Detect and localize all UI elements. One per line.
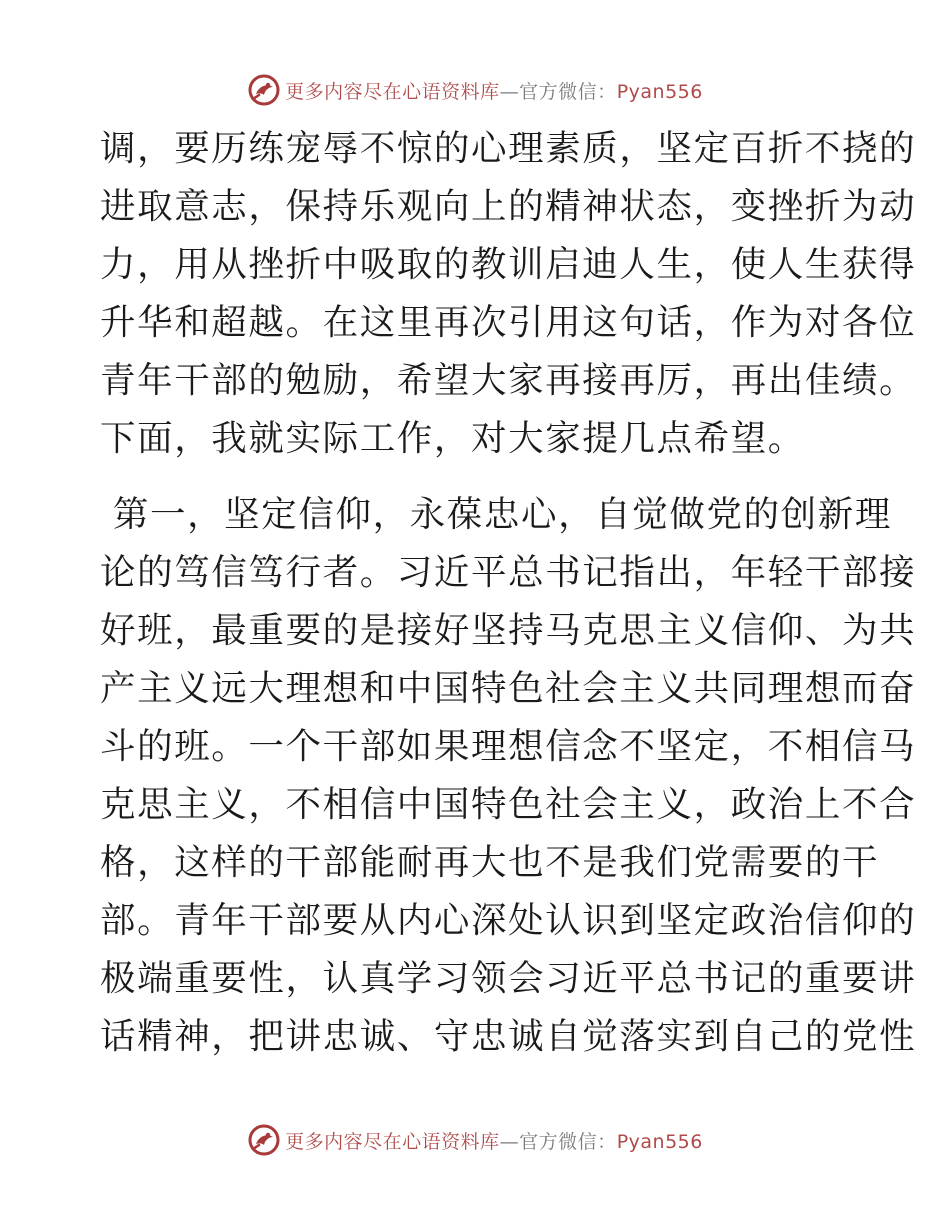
watermark-site-text: 更多内容尽在心语资料库	[285, 1130, 500, 1153]
text-line: 部。青年干部要从内心深处认识到坚定政治信仰的	[100, 900, 917, 941]
text-line: 好班，最重要的是接好坚持马克思主义信仰、为共	[100, 610, 917, 651]
watermark-text	[285, 1127, 703, 1154]
dragon-seal-logo-icon	[247, 1123, 281, 1157]
footer-watermark	[0, 1120, 950, 1160]
text-line: 论的笃信笃行者。习近平总书记指出，年轻干部接	[100, 552, 917, 593]
text-line: 格，这样的干部能耐再大也不是我们党需要的干	[100, 842, 880, 883]
header-watermark	[0, 70, 950, 110]
watermark-wechat-label: 官方微信：	[519, 80, 617, 103]
watermark-wechat-label: 官方微信：	[519, 1130, 617, 1153]
watermark-wechat-handle: Pyan556	[616, 1130, 703, 1153]
text-line: 产主义远大理想和中国特色社会主义共同理想而奋	[100, 668, 917, 709]
text-line: 下面，我就实际工作，对大家提几点希望。	[100, 418, 805, 459]
text-line: 升华和超越。在这里再次引用这句话，作为对各位	[100, 302, 917, 343]
dragon-seal-logo-icon	[247, 73, 281, 107]
paragraph-1	[100, 120, 917, 468]
text-line: 青年干部的勉励，希望大家再接再厉，再出佳绩。	[100, 360, 917, 401]
text-line: 进取意志，保持乐观向上的精神状态，变挫折为动	[100, 186, 917, 227]
watermark-text	[285, 77, 703, 104]
text-line: 话精神，把讲忠诚、守忠诚自觉落实到自己的党性	[100, 1016, 917, 1057]
watermark-wechat-handle: Pyan556	[616, 80, 703, 103]
watermark-site-text: 更多内容尽在心语资料库	[285, 80, 500, 103]
text-line: 力，用从挫折中吸取的教训启迪人生，使人生获得	[100, 244, 917, 285]
text-line: 调，要历练宠辱不惊的心理素质，坚定百折不挠的	[100, 128, 917, 169]
text-line: 斗的班。一个干部如果理想信念不坚定，不相信马	[100, 726, 917, 767]
paragraph-2	[100, 486, 917, 1066]
watermark-separator: —	[499, 80, 520, 103]
watermark-separator: —	[499, 1130, 520, 1153]
text-line: 克思主义，不相信中国特色社会主义，政治上不合	[100, 784, 917, 825]
text-line: 极端重要性，认真学习领会习近平总书记的重要讲	[100, 958, 917, 999]
text-line: 第一，坚定信仰，永葆忠心，自觉做党的创新理	[100, 494, 892, 535]
